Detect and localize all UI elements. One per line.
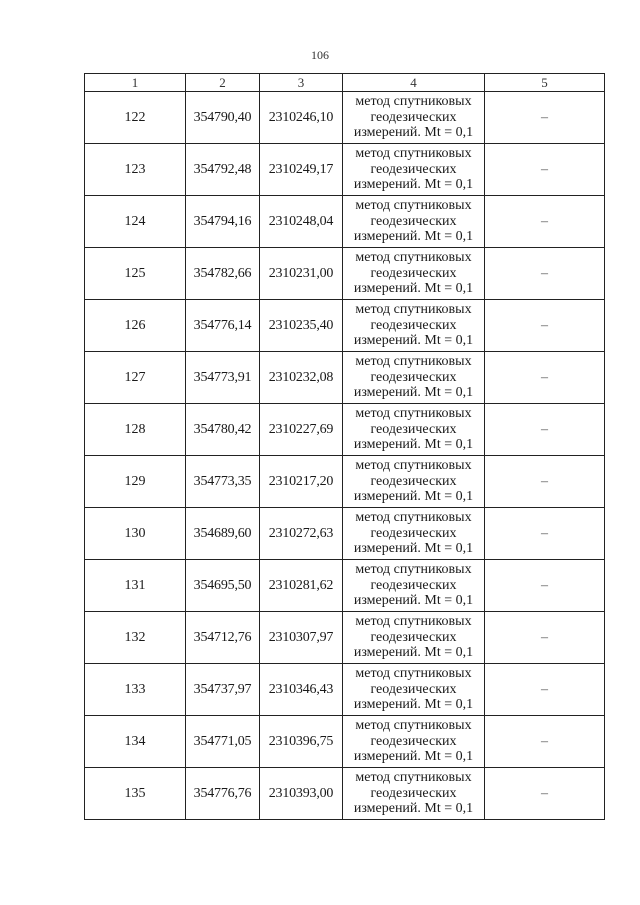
point-number-cell: 124 <box>85 196 186 248</box>
x-coordinate-cell: 354794,16 <box>186 196 260 248</box>
point-number-cell: 133 <box>85 664 186 716</box>
y-coordinate-cell: 2310231,00 <box>260 248 343 300</box>
method-cell: метод спутниковых геодезических измерений. Mt = 0,1 <box>343 300 485 352</box>
point-number-cell: 126 <box>85 300 186 352</box>
method-cell: метод спутниковых геодезических измерений. Mt = 0,1 <box>343 248 485 300</box>
point-number-cell: 129 <box>85 456 186 508</box>
method-cell: метод спутниковых геодезических измерений. Mt = 0,1 <box>343 456 485 508</box>
point-number-cell: 123 <box>85 144 186 196</box>
accuracy-cell: – <box>485 352 605 404</box>
accuracy-cell: – <box>485 560 605 612</box>
table-row <box>85 196 605 248</box>
y-coordinate-cell: 2310307,97 <box>260 612 343 664</box>
point-number-cell: 130 <box>85 508 186 560</box>
point-number-cell: 134 <box>85 716 186 768</box>
x-coordinate-cell: 354780,42 <box>186 404 260 456</box>
y-coordinate-cell: 2310393,00 <box>260 768 343 820</box>
table-row <box>85 456 605 508</box>
accuracy-cell: – <box>485 404 605 456</box>
y-coordinate-cell: 2310248,04 <box>260 196 343 248</box>
table-header <box>85 74 605 92</box>
table-row <box>85 248 605 300</box>
x-coordinate-cell: 354712,76 <box>186 612 260 664</box>
table-row <box>85 612 605 664</box>
point-number-cell: 131 <box>85 560 186 612</box>
method-cell: метод спутниковых геодезических измерений. Mt = 0,1 <box>343 768 485 820</box>
table-row <box>85 352 605 404</box>
coordinates-table <box>84 73 605 820</box>
x-coordinate-cell: 354771,05 <box>186 716 260 768</box>
column-header-1: 1 <box>85 74 186 92</box>
point-number-cell: 127 <box>85 352 186 404</box>
method-cell: метод спутниковых геодезических измерений. Mt = 0,1 <box>343 404 485 456</box>
table-row <box>85 300 605 352</box>
x-coordinate-cell: 354737,97 <box>186 664 260 716</box>
x-coordinate-cell: 354792,48 <box>186 144 260 196</box>
y-coordinate-cell: 2310396,75 <box>260 716 343 768</box>
x-coordinate-cell: 354689,60 <box>186 508 260 560</box>
method-cell: метод спутниковых геодезических измерений. Mt = 0,1 <box>343 508 485 560</box>
x-coordinate-cell: 354695,50 <box>186 560 260 612</box>
method-cell: метод спутниковых геодезических измерений. Mt = 0,1 <box>343 560 485 612</box>
x-coordinate-cell: 354782,66 <box>186 248 260 300</box>
method-cell: метод спутниковых геодезических измерений. Mt = 0,1 <box>343 92 485 144</box>
accuracy-cell: – <box>485 144 605 196</box>
point-number-cell: 122 <box>85 92 186 144</box>
y-coordinate-cell: 2310346,43 <box>260 664 343 716</box>
table-row <box>85 664 605 716</box>
table-row <box>85 92 605 144</box>
column-header-4: 4 <box>343 74 485 92</box>
method-cell: метод спутниковых геодезических измерений. Mt = 0,1 <box>343 144 485 196</box>
y-coordinate-cell: 2310235,40 <box>260 300 343 352</box>
header-row <box>85 74 605 92</box>
y-coordinate-cell: 2310272,63 <box>260 508 343 560</box>
method-cell: метод спутниковых геодезических измерений. Mt = 0,1 <box>343 716 485 768</box>
x-coordinate-cell: 354773,35 <box>186 456 260 508</box>
column-header-5: 5 <box>485 74 605 92</box>
table-row <box>85 560 605 612</box>
column-header-2: 2 <box>186 74 260 92</box>
page-number: 106 <box>311 48 329 62</box>
x-coordinate-cell: 354776,76 <box>186 768 260 820</box>
x-coordinate-cell: 354773,91 <box>186 352 260 404</box>
point-number-cell: 125 <box>85 248 186 300</box>
accuracy-cell: – <box>485 716 605 768</box>
point-number-cell: 132 <box>85 612 186 664</box>
method-cell: метод спутниковых геодезических измерений. Mt = 0,1 <box>343 664 485 716</box>
accuracy-cell: – <box>485 508 605 560</box>
accuracy-cell: – <box>485 456 605 508</box>
accuracy-cell: – <box>485 248 605 300</box>
method-cell: метод спутниковых геодезических измерений. Mt = 0,1 <box>343 352 485 404</box>
table-row <box>85 716 605 768</box>
method-cell: метод спутниковых геодезических измерений. Mt = 0,1 <box>343 196 485 248</box>
accuracy-cell: – <box>485 612 605 664</box>
y-coordinate-cell: 2310246,10 <box>260 92 343 144</box>
x-coordinate-cell: 354790,40 <box>186 92 260 144</box>
table-row <box>85 768 605 820</box>
y-coordinate-cell: 2310281,62 <box>260 560 343 612</box>
point-number-cell: 135 <box>85 768 186 820</box>
y-coordinate-cell: 2310227,69 <box>260 404 343 456</box>
column-header-3: 3 <box>260 74 343 92</box>
table-body <box>85 92 605 820</box>
accuracy-cell: – <box>485 196 605 248</box>
accuracy-cell: – <box>485 768 605 820</box>
table-row <box>85 144 605 196</box>
point-number-cell: 128 <box>85 404 186 456</box>
accuracy-cell: – <box>485 664 605 716</box>
y-coordinate-cell: 2310249,17 <box>260 144 343 196</box>
x-coordinate-cell: 354776,14 <box>186 300 260 352</box>
y-coordinate-cell: 2310217,20 <box>260 456 343 508</box>
accuracy-cell: – <box>485 300 605 352</box>
table-row <box>85 508 605 560</box>
y-coordinate-cell: 2310232,08 <box>260 352 343 404</box>
table-row <box>85 404 605 456</box>
method-cell: метод спутниковых геодезических измерений. Mt = 0,1 <box>343 612 485 664</box>
accuracy-cell: – <box>485 92 605 144</box>
